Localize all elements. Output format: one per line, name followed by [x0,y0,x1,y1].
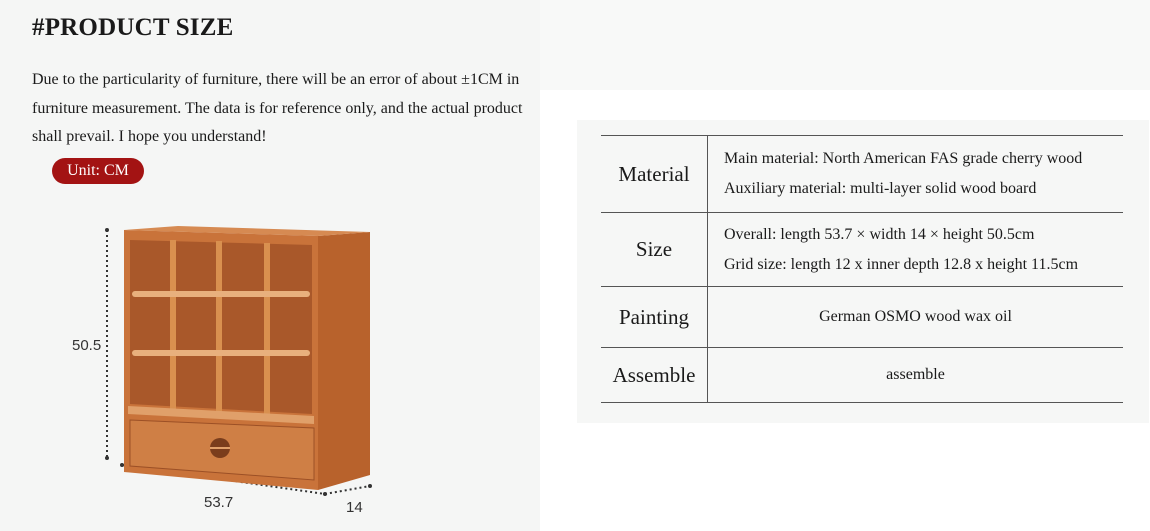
spec-row-painting [601,286,1123,347]
spec-value-size-grid: Grid size: length 12 x inner depth 12.8 x height 11.5cm [724,255,1079,273]
spec-table [601,135,1123,403]
page-title: #PRODUCT SIZE [32,14,234,41]
length-dimension: 53.7 [204,494,234,511]
spec-value-size-overall: Overall: length 53.7 × width 14 × height 50.5cm [724,225,1035,243]
height-dimension: 50.5 [72,337,102,354]
cabinet-side [318,232,370,490]
spec-label-size: Size [601,213,708,286]
spec-value-material-aux: Auxiliary material: multi-layer solid wood board [724,180,1037,197]
spec-row-assemble [601,347,1123,403]
spec-value-material-main: Main material: North American FAS grade cherry wood [724,150,1083,167]
description-text: Due to the particularity of furniture, there will be an error of about ±1CM in furniture measurement. The data is for reference only, and the actual product shall prevail. I hope you understand! [32,71,523,145]
spec-label-assemble: Assemble [601,348,708,402]
spec-row-material [601,135,1123,212]
depth-dimension: 14 [346,499,363,516]
unit-badge: Unit: CM [52,158,144,184]
right-top-panel [540,0,1150,90]
spec-label-painting: Painting [601,287,708,347]
cabinet-diagram [60,210,390,520]
spec-row-size [601,212,1123,286]
spec-value-painting: German OSMO wood wax oil [819,308,1012,325]
spec-label-material: Material [601,136,708,212]
spec-value-assemble: assemble [886,366,945,383]
